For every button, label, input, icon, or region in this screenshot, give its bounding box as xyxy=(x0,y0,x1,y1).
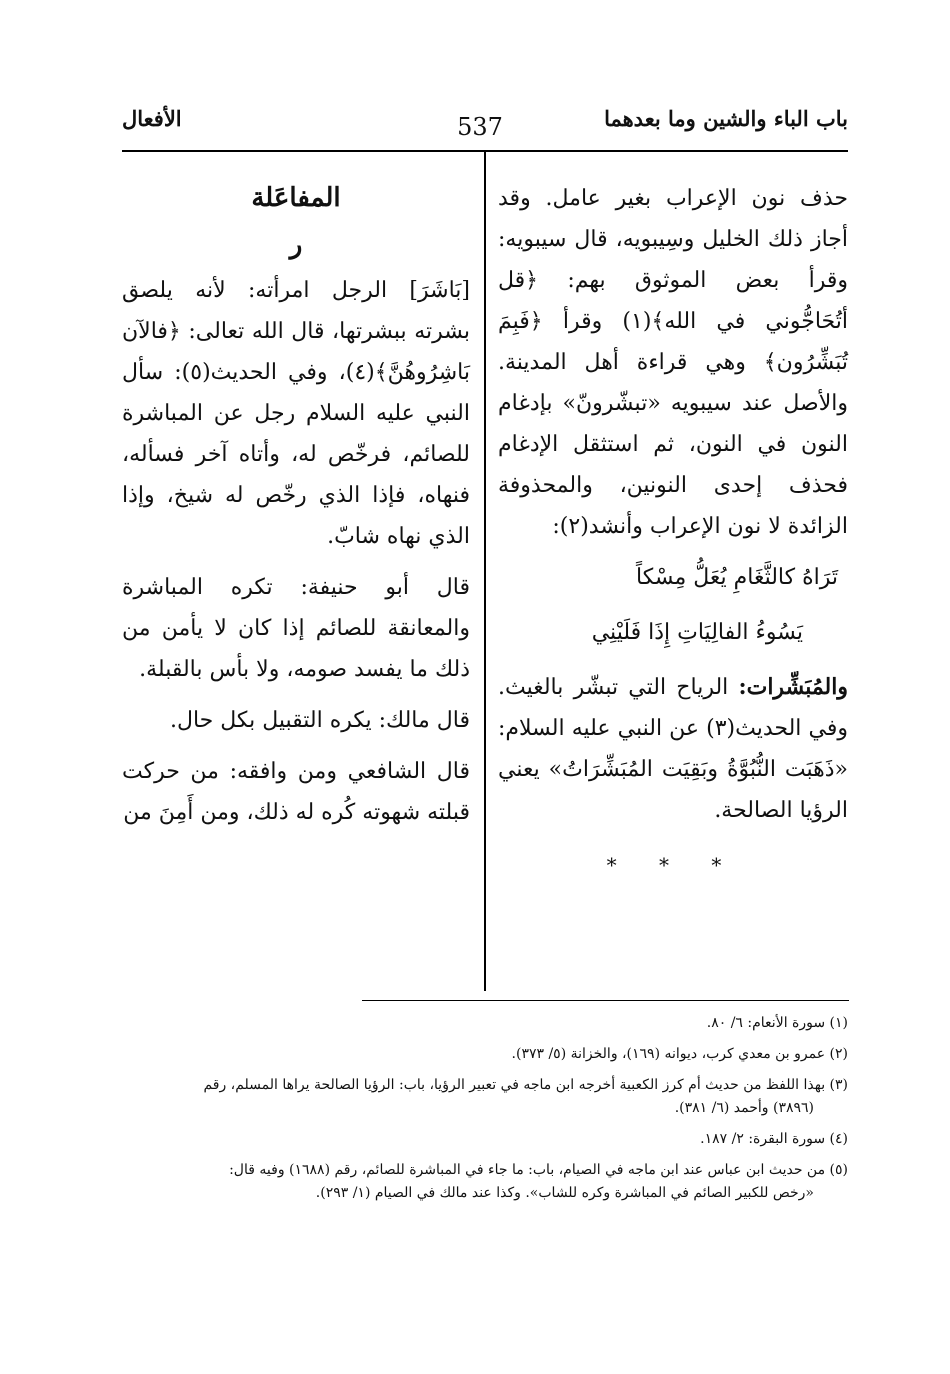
section-header: الأفعال xyxy=(122,106,182,131)
footnote: (٥) من حديث ابن عباس عند ابن ماجه في الصيام، باب: ما جاء في المباشرة للصائم، رقم (١٦٨٨) وفيه قال: xyxy=(229,1162,848,1178)
page-number: 537 xyxy=(457,113,503,141)
entry-keyword: والمُبَشِّرات: xyxy=(738,674,848,700)
footnote-rule xyxy=(362,1000,849,1001)
footnote: (٢) عمرو بن معدي كرب، ديوانه (١٦٩)، والخزانة (٥/ ٣٧٣). xyxy=(511,1046,848,1062)
verse-line-1: تَرَاهُ كالثَّغَامِ يُعَلُّ مِسْكاً xyxy=(636,565,838,590)
root-letter: ر xyxy=(289,230,303,260)
section-stars: * * * xyxy=(606,853,740,877)
entry-text: الرياح التي تبشّر بالغيث. وفي الحديث(٣) عن النبي عليه السلام: «ذَهَبَت النُّبُوَّةُ وبَقِيَت المُبَشِّرَاتُ» يعني الرؤيا الصالحة. xyxy=(498,675,848,823)
footnote: (٤) سورة البقرة: ٢/ ١٨٧. xyxy=(700,1131,848,1147)
verse-line-2: يَسُوءُ الفالِيَاتِ إِذَا فَلَيْنِي xyxy=(591,620,803,645)
left-column xyxy=(122,178,470,843)
footnote-continuation: (٣٨٩٦) وأحمد (٦/ ٣٨١). xyxy=(674,1100,814,1116)
left-paragraph-2: قال أبو حنيفة: تكره المباشرة والمعانقة للصائم إذا كان لا يأمن من ذلك ما يفسد صومه، ولا بأس بالقبلة. xyxy=(122,575,470,682)
footnote: (١) سورة الأنعام: ٦/ ٨٠. xyxy=(706,1015,848,1031)
right-paragraph-1: حذف نون الإعراب بغير عامل. وقد أجاز ذلك الخليل وسِيبويه، قال سيبويه: وقرأ بعض الموثوق بهم: ﴿قل أتُحَاجُّوني في الله﴾(١) وقرأ ﴿فَبِمَ تُبَشِّرُون﴾ وهي قراءة أهل المدينة. والأصل عند سيبويه «تبشّرونّ» بإدغام النون في النون، ثم استثقل الإدغام فحذف إحدى النونين، والمحذوفة الزائدة لا نون الإعراب وأنشد(٢): xyxy=(498,186,848,539)
footnote: (٣) بهذا اللفظ من حديث أم كرز الكعبية أخرجه ابن ماجه في تعبير الرؤيا، باب: الرؤيا الصالحة يراها المسلم، رقم xyxy=(203,1077,848,1093)
right-paragraph-2 xyxy=(498,667,848,831)
left-paragraph-3: قال مالك: يكره التقبيل بكل حال. xyxy=(170,708,470,733)
section-title: المفاعَلة xyxy=(251,183,341,213)
chapter-header: باب الباء والشين وما بعدهما xyxy=(604,106,848,131)
footnote-continuation: «رخص للكبير الصائم في المباشرة وكره للشاب». وكذا عند مالك في الصيام (١/ ٢٩٣). xyxy=(315,1185,814,1201)
footnotes xyxy=(122,1012,848,1213)
column-divider xyxy=(484,151,486,991)
right-column xyxy=(498,178,848,886)
left-paragraph-1: [بَاشَرَ] الرجل امرأته: لأنه يلصق بشرته ببشرتها، قال الله تعالى: ﴿فالآن بَاشِرُوهُنَّ﴾(٤)، وفي الحديث(٥): سأل النبي عليه السلام رجل عن المباشرة للصائم، فرخّص له، وأتاه آخر فسأله، فنهاه، فإذا الذي رخّص له شيخ، وإذا الذي نهاه شابّ. xyxy=(122,278,470,549)
left-paragraph-4: قال الشافعي ومن وافقه: من حركت قبلته شهوته كُره له ذلك، ومن أَمِنَ من xyxy=(122,759,470,825)
